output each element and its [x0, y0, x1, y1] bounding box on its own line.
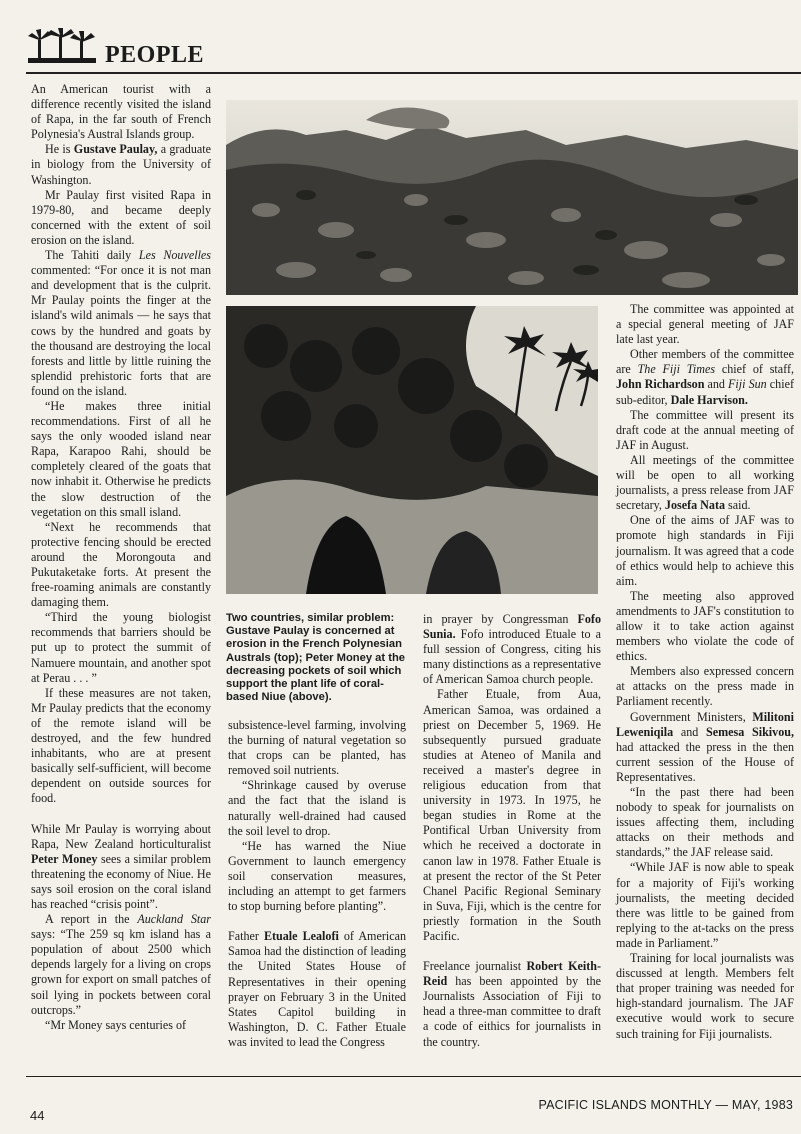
- photo-rapa-erosion: [226, 100, 798, 295]
- paragraph: The committee will present its draft code at the annual meeting of JAF in August.: [616, 407, 794, 452]
- paragraph: While Mr Paulay is worrying about Rapa, New Zealand horticulturalist Peter Money sees a similar problem threatening the economy of Niue. He says soil erosion on the coral island has reached “crisis point”.: [31, 821, 211, 911]
- paragraph: The meeting also approved amendments to JAF's constitution to allow it to take action against members who violate the code of ethics.: [616, 588, 794, 664]
- paragraph: Members also expressed concern at attacks on the press made in Parliament recently.: [616, 664, 794, 709]
- paragraph: “Shrinkage caused by overuse and the fact that the island is naturally well-drained had caused the soil level to drop.: [228, 778, 406, 838]
- paragraph: If these measures are not taken, Mr Paulay predicts that the economy of the remote island will be destroyed, and the few hundred inhabitants, who are at present basically self-sufficient, will become dependent on outside sources for food.: [31, 685, 211, 806]
- page-number: 44: [30, 1108, 45, 1123]
- paragraph: “While JAF is now able to speak for a majority of Fiji's working journalists, the meeting decided there was little to be gained from replying to the at-tacks on the press made in Parliament.”: [616, 860, 794, 950]
- publication-name: Fiji Sun: [728, 377, 767, 392]
- paragraph: “Third the young biologist recommends that barriers should be put up to protect the summit of Namuere mountain, and another spot at Perau . . . ”: [31, 610, 211, 685]
- person-name: Semesa Sikivou,: [706, 724, 795, 739]
- person-name: Peter Money: [31, 851, 98, 866]
- paragraph: “He makes three initial recommendations. First of all he says the only wooded island near Rapa, Karapoo Rahi, should be completely cleared of the goats that now inhabit it. Otherwise he predicts the slow destruction of the vegetation on this small island.: [31, 398, 211, 519]
- section-title: PEOPLE: [105, 42, 205, 68]
- paragraph: “In the past there had been nobody to speak for journalists on issues affecting them, including attacks on their methods and standards,” the JAF release said.: [616, 785, 794, 860]
- photo-caption: Two countries, similar problem: Gustave Paulay is concerned at erosion in the French Polynesian Australs (top); Peter Money at the decreasing pockets of soil which support the plant life of coral-based Niue (above).: [226, 612, 406, 704]
- publication-name: Les Nouvelles: [138, 248, 212, 263]
- paragraph: The Tahiti daily Les Nouvelles commented: “For once it is not man and development that is the culprit. Mr Paulay points the finger at the island's wild animals — he says that cows by the hundred and goats by the thousand are destroying the local forests and little by little ruining the splendid prehistoric forts that are found on the island.: [31, 248, 212, 398]
- paragraph: Father Etuale, from Aua, American Samoa, was ordained a priest on December 5, 1969. He subsequently pursued graduate studies at Ateneo of Manila and received a master's degree in religious education from that university in 1973. In 1975, he began studies in Rome at the Pontifical Urban University from which he received a doctorate in canon law in 1978. Father Etuale is at present the rector of the St Peter Chanel Pacific Regional Seminary in Suva, Fiji, which is the centre for priestly formation in the South Pacific.: [423, 687, 601, 943]
- person-name: Etuale Lealofi: [263, 929, 339, 944]
- rocky-shore-image: [226, 100, 798, 295]
- paragraph: Father Etuale Lealofi of American Samoa had the distinction of leading the United States House of Representatives in their opening prayer on February 3 in the United States Capitol building in Washington, D. C. Father Etuale was invited to lead the Congress: [228, 929, 406, 1049]
- paragraph: Freelance journalist Robert Keith-Reid has been appointed by the Journalists Association of Fiji to head a three-man committee to draft a code of eithics for journalists in the country.: [423, 959, 601, 1049]
- paragraph: subsistence-level farming, involving the burning of natural vegetation so that crops can be planted, has removed soil nutrients.: [228, 718, 406, 778]
- header-rule: [26, 72, 801, 74]
- palm-trees-logo-icon: [26, 28, 98, 68]
- paragraph: Other members of the committee are The Fiji Times chief of staff, John Richardson and Fiji Sun chief sub-editor, Dale Harvison.: [616, 347, 794, 407]
- coral-cliff-image: [226, 306, 598, 594]
- paragraph: One of the aims of JAF was to promote high standards in Fiji journalism. It was agreed that a code of ethics would help to achieve this aim.: [616, 513, 794, 588]
- footer-rule: [26, 1076, 801, 1077]
- photo-niue-coral: [226, 306, 598, 594]
- magazine-footer: PACIFIC ISLANDS MONTHLY — MAY, 1983: [538, 1098, 793, 1112]
- section-header: [26, 28, 226, 74]
- article-column-3: [423, 612, 601, 1050]
- publication-name: The Fiji Times: [637, 362, 716, 377]
- paragraph: An American tourist with a difference recently visited the island of Rapa, in the far south of French Polynesia's Austral Islands group.: [31, 82, 211, 142]
- person-name: John Richardson: [616, 377, 705, 392]
- article-column-1: [31, 82, 211, 1033]
- paragraph: Mr Paulay first visited Rapa in 1979-80, and became deeply concerned with the extent of soil erosion on the island.: [31, 187, 211, 247]
- person-name: Fofo Sunia.: [423, 612, 601, 642]
- person-name: Dale Harvison.: [670, 392, 748, 407]
- person-name: Militoni Leweniqila: [616, 709, 794, 739]
- paragraph: “He has warned the Niue Government to launch emergency soil conservation measures, including an attempt to get farmers to stop burning before planting”.: [228, 838, 406, 914]
- article-column-2: [228, 718, 406, 1050]
- paragraph: “Mr Money says centuries of: [45, 1017, 187, 1032]
- paragraph: He is Gustave Paulay, a graduate in biology from the University of Washington.: [31, 142, 211, 187]
- paragraph: “Next he recommends that protective fencing should be erected around the Morongouta and Pukutaketake forts. At present the free-roaming animals are constantly damaging them.: [31, 519, 211, 610]
- paragraph: A report in the Auckland Star says: “The 259 sq km island has a population of about 2500 which depends largely for a living on crops grown for export on small patches of soil lying in pockets between coral outcrops.”: [31, 912, 211, 1017]
- paragraph: All meetings of the committee will be open to all working journalists, a press release from JAF secretary, Josefa Nata said.: [616, 452, 794, 513]
- person-name: Gustave Paulay,: [73, 142, 158, 157]
- paragraph: in prayer by Congressman Fofo Sunia. Fofo introduced Etuale to a full session of Congress, citing his many distinctions as a representative of American Samoa church people.: [423, 612, 601, 687]
- paragraph: The committee was appointed at a special general meeting of JAF late last year.: [616, 302, 794, 347]
- person-name: Josefa Nata: [664, 498, 726, 513]
- person-name: Robert Keith-Reid: [423, 959, 601, 989]
- article-column-4: [616, 302, 794, 1042]
- publication-name: Auckland Star: [137, 912, 211, 927]
- paragraph: Training for local journalists was discussed at length. Members felt that proper training was needed for high-standard journalism. The JAF executive would work to secure such training for Fiji journalists.: [616, 951, 794, 1041]
- paragraph: Government Ministers, Militoni Leweniqila and Semesa Sikivou, had attacked the press in the then current session of the House of Representatives.: [616, 709, 795, 784]
